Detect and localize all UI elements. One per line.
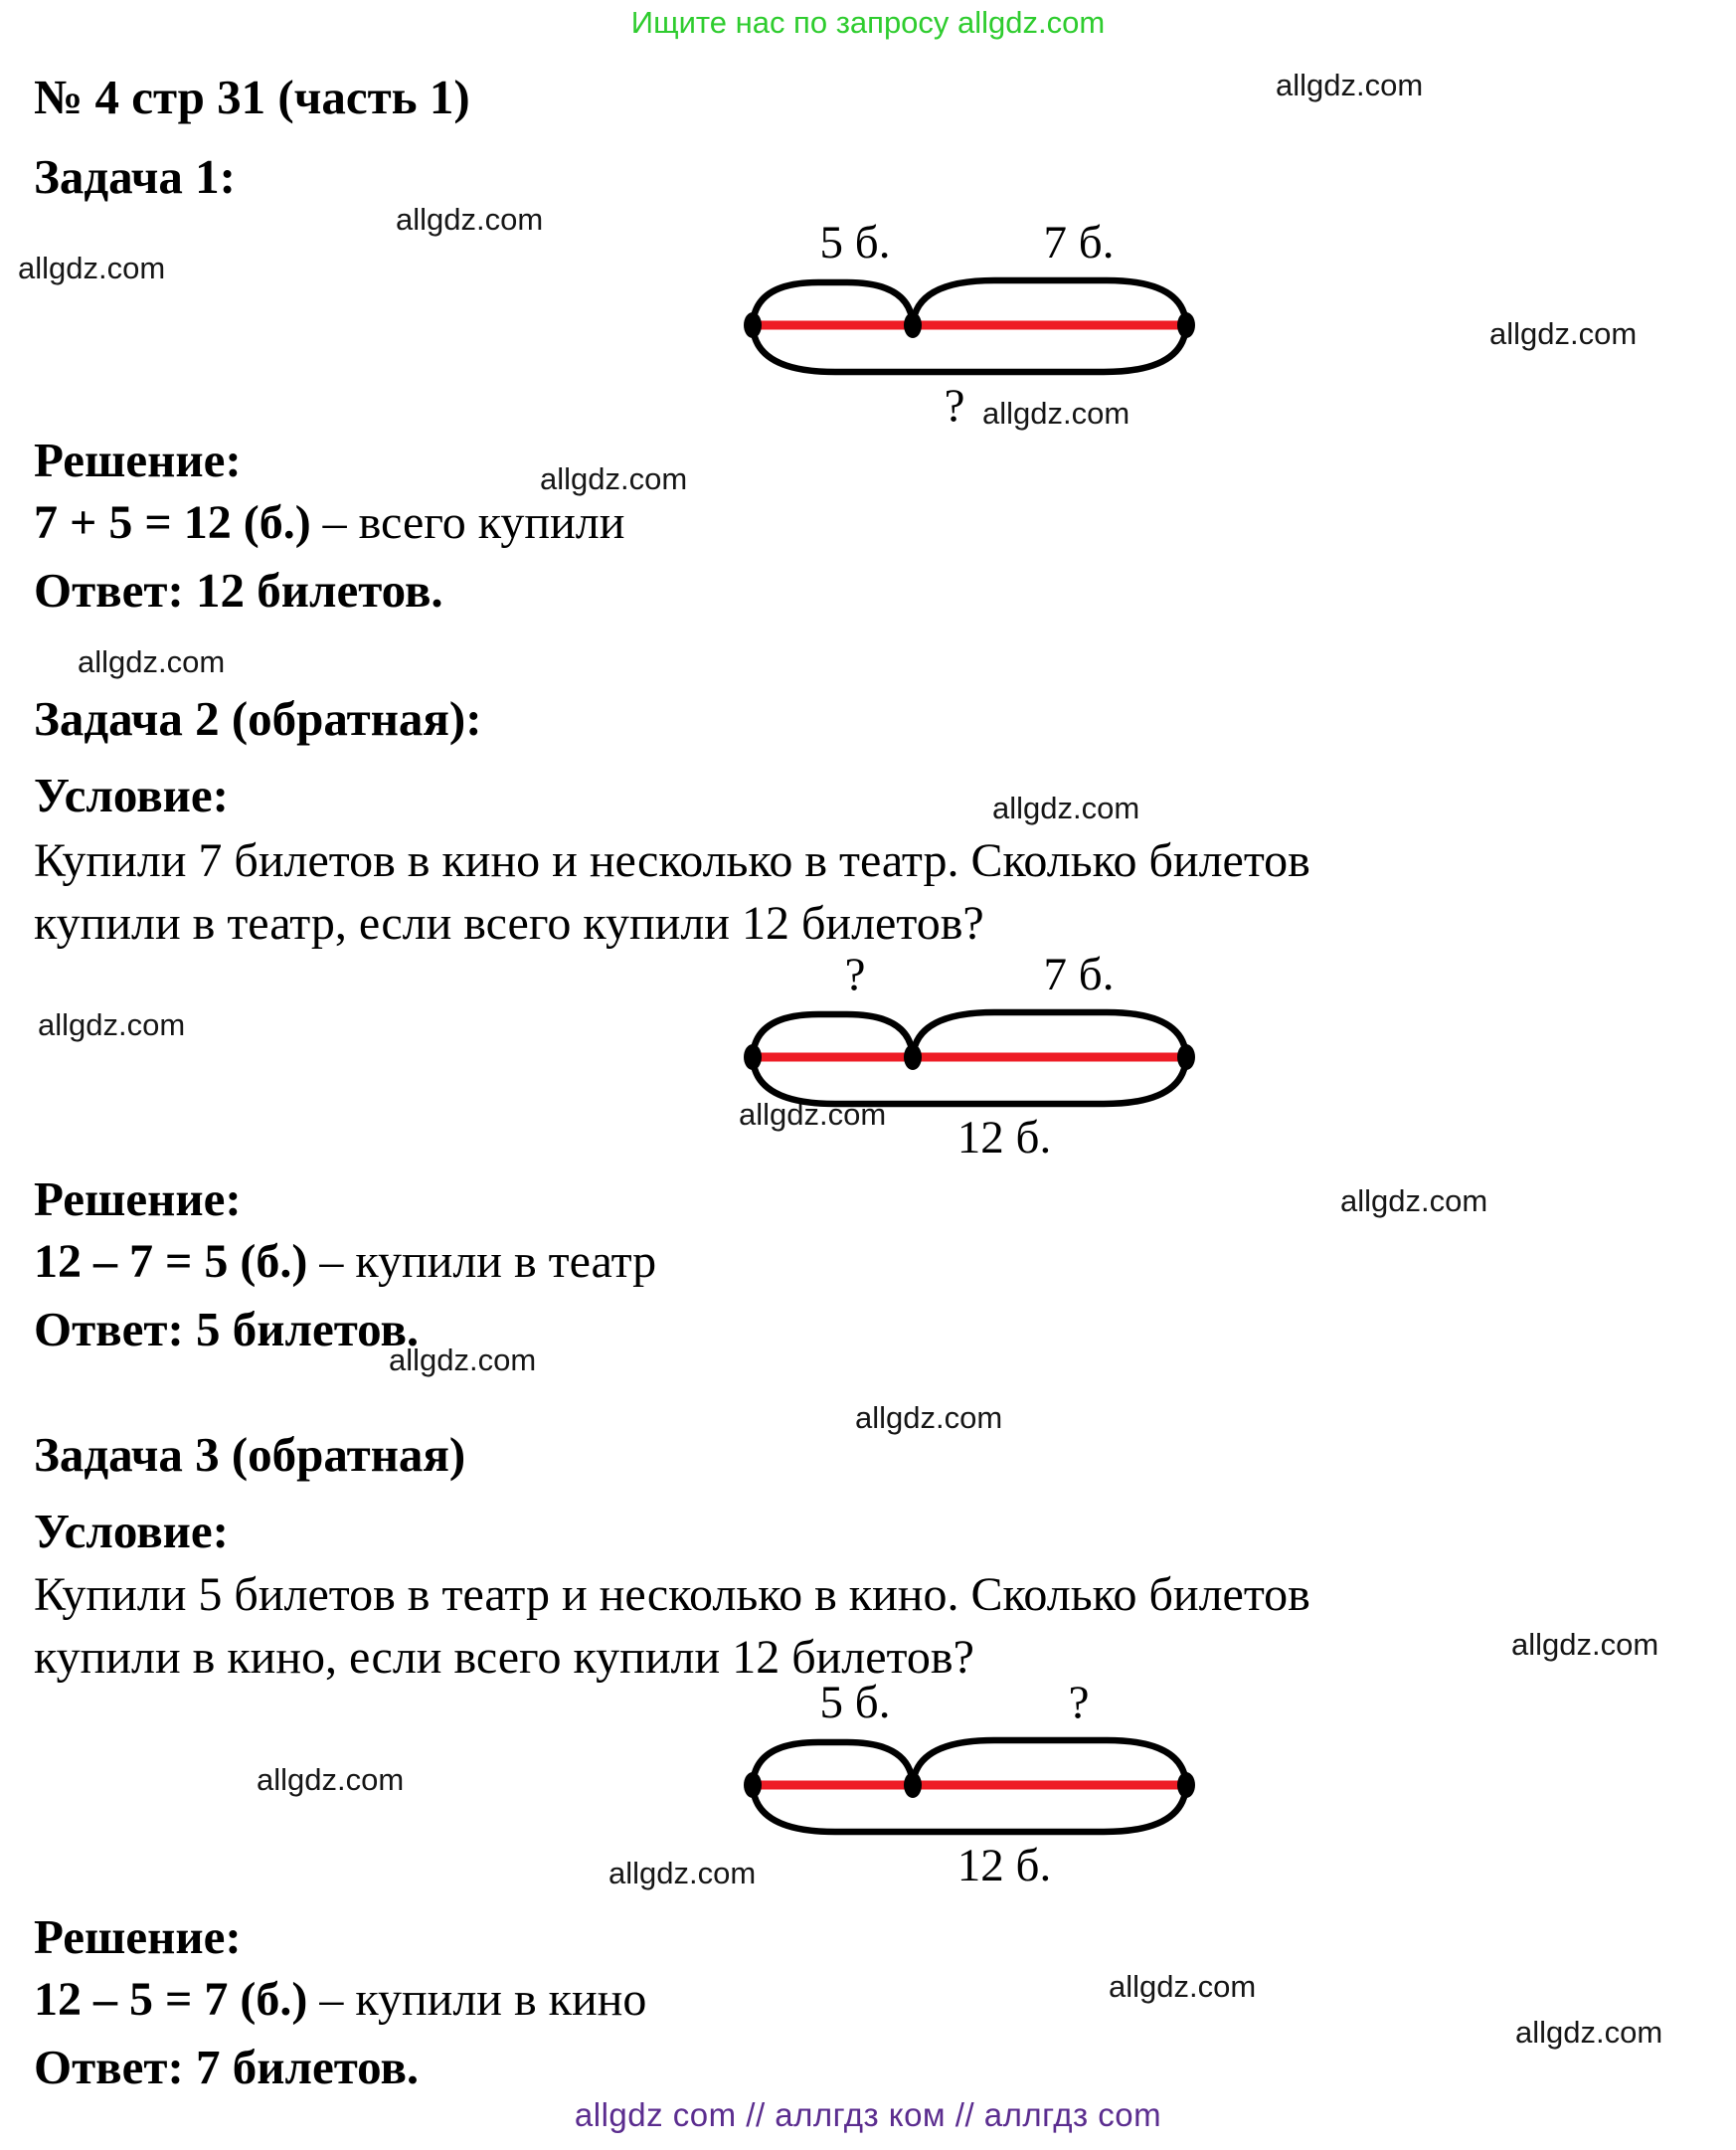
right-dot [1177, 1772, 1195, 1798]
watermark-allgdz: allgdz.com [78, 644, 226, 679]
task2-answer: Ответ: 5 билетов. [34, 1302, 420, 1356]
task1-equation-bold: 7 + 5 = 12 (б.) [34, 496, 311, 549]
task3-condition-line2: купили в кино, если всего купили 12 билетов? [34, 1631, 974, 1684]
top-right-arc [913, 280, 1186, 325]
watermark-allgdz: allgdz.com [982, 396, 1130, 431]
task1-solution-heading: Решение: [34, 433, 242, 487]
left-dot [744, 1044, 762, 1070]
watermark-allgdz: allgdz.com [992, 791, 1140, 825]
watermark-allgdz: allgdz.com [1511, 1627, 1659, 1662]
top-left-arc [753, 282, 913, 325]
task3-condition-line1: Купили 5 билетов в театр и несколько в кино. Сколько билетов [34, 1568, 1310, 1621]
watermark-allgdz: allgdz.com [1276, 68, 1424, 102]
task1-equation-comment: – всего купили [310, 496, 625, 549]
watermark-allgdz: allgdz.com [38, 1007, 186, 1042]
left-dot [744, 312, 762, 338]
watermark-allgdz: allgdz.com [396, 202, 544, 237]
watermark-allgdz: allgdz.com [1340, 1183, 1488, 1218]
middle-dot [904, 312, 922, 338]
top-right-arc [913, 1740, 1186, 1785]
task2-solution-heading: Решение: [34, 1171, 242, 1226]
task3-heading: Задача 3 (обратная) [34, 1427, 466, 1482]
task2-diagram-left-label: ? [844, 949, 866, 1000]
middle-dot [904, 1772, 922, 1798]
task3-solution-heading: Решение: [34, 1909, 242, 1964]
task1-diagram-bottom-label: ? [944, 380, 965, 432]
left-dot [744, 1772, 762, 1798]
task1-answer: Ответ: 12 билетов. [34, 563, 443, 618]
bottom-arc [753, 1785, 1186, 1832]
right-dot [1177, 312, 1195, 338]
top-left-arc [753, 1014, 913, 1057]
task2-equation [34, 1234, 656, 1290]
top-right-arc [913, 1012, 1186, 1057]
watermark-allgdz: allgdz.com [1515, 2015, 1663, 2050]
task3-segment-diagram [731, 1677, 1228, 1914]
task3-condition-heading: Условие: [34, 1504, 229, 1558]
watermark-allgdz: allgdz.com [540, 461, 688, 496]
footer-sites: allgdz com // аллгдз ком // аллгдз com [574, 2096, 1162, 2133]
task1-heading: Задача 1: [34, 149, 236, 204]
task1-segment-diagram [731, 217, 1228, 454]
task3-equation [34, 1972, 646, 2028]
task2-condition-heading: Условие: [34, 768, 229, 822]
watermark-allgdz: allgdz.com [257, 1762, 405, 1797]
watermark-allgdz: allgdz.com [855, 1400, 1003, 1435]
task2-equation-comment: – купили в театр [307, 1235, 657, 1288]
task2-heading: Задача 2 (обратная): [34, 691, 482, 746]
task3-equation-comment: – купили в кино [307, 1973, 647, 2026]
watermark-allgdz: allgdz.com [389, 1343, 537, 1377]
middle-dot [904, 1044, 922, 1070]
task2-condition-line1: Купили 7 билетов в кино и несколько в театр. Сколько билетов [34, 834, 1310, 887]
task2-diagram-bottom-label: 12 б. [956, 1112, 1052, 1164]
watermark-allgdz: allgdz.com [1109, 1969, 1257, 2004]
watermark-allgdz: allgdz.com [739, 1097, 887, 1132]
right-dot [1177, 1044, 1195, 1070]
promo-banner: Ищите нас по запросу allgdz.com [630, 5, 1106, 40]
task1-diagram-left-label: 5 б. [819, 217, 891, 269]
task2-equation-bold: 12 – 7 = 5 (б.) [34, 1235, 308, 1288]
watermark-allgdz: allgdz.com [18, 251, 166, 285]
task3-diagram-right-label: ? [1068, 1677, 1090, 1728]
bottom-arc [753, 1057, 1186, 1104]
top-left-arc [753, 1742, 913, 1785]
task3-diagram-left-label: 5 б. [819, 1677, 891, 1728]
task2-segment-diagram [731, 949, 1228, 1186]
task3-answer: Ответ: 7 билетов. [34, 2040, 420, 2094]
task1-diagram-right-label: 7 б. [1043, 217, 1115, 269]
task2-diagram-right-label: 7 б. [1043, 949, 1115, 1000]
task3-diagram-bottom-label: 12 б. [956, 1840, 1052, 1891]
task3-equation-bold: 12 – 5 = 7 (б.) [34, 1973, 308, 2026]
task2-condition-line2: купили в театр, если всего купили 12 билетов? [34, 897, 984, 950]
watermark-allgdz: allgdz.com [1489, 316, 1638, 351]
page-title: № 4 стр 31 (часть 1) [34, 70, 470, 124]
bottom-arc [753, 325, 1186, 372]
task1-equation [34, 495, 624, 551]
watermark-allgdz: allgdz.com [608, 1856, 757, 1890]
